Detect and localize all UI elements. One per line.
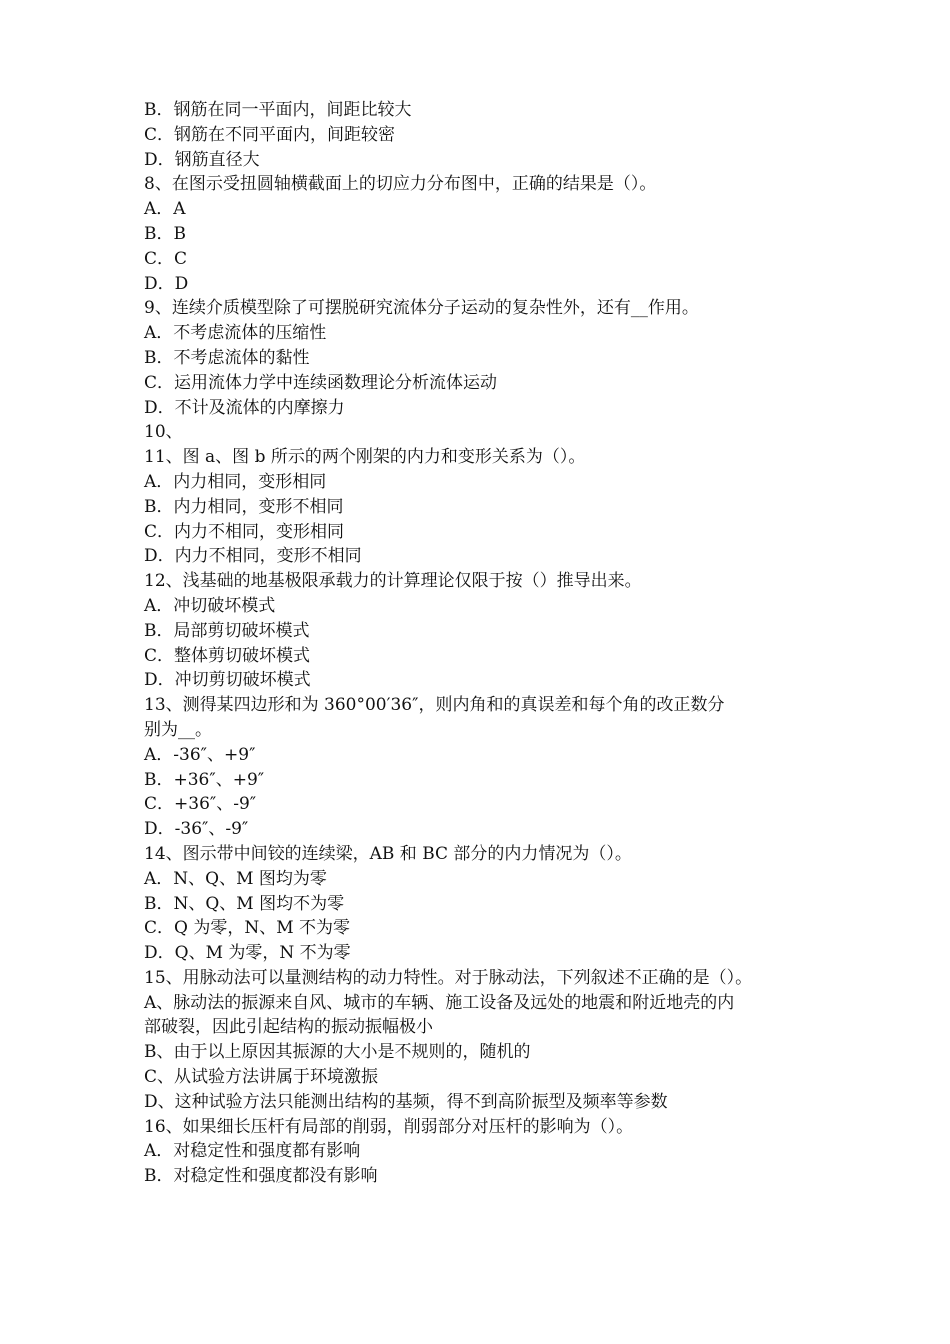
option-line: A．对稳定性和强度都有影响 <box>144 1141 361 1162</box>
option-line: D、这种试验方法只能测出结构的基频，得不到高阶振型及频率等参数 <box>144 1091 668 1112</box>
option-line: C．钢筋在不同平面内，间距较密 <box>144 124 396 145</box>
option-line-continued: 部破裂，因此引起结构的振动振幅极小 <box>144 1017 433 1038</box>
question-14: 14、图示带中间铰的连续梁，AB 和 BC 部分的内力情况为（）。 <box>144 843 632 864</box>
option-line: A、脉动法的振源来自风、城市的车辆、施工设备及远处的地震和附近地壳的内 <box>144 992 735 1013</box>
question-9: 9、连续介质模型除了可摆脱研究流体分子运动的复杂性外，还有__作用。 <box>144 298 699 319</box>
option-line: B．B <box>144 223 186 244</box>
option-line: C．C <box>144 248 188 269</box>
question-15: 15、用脉动法可以量测结构的动力特性。对于脉动法，下列叙述不正确的是（）。 <box>144 967 753 988</box>
option-line: B．+36″、+9″ <box>144 769 265 790</box>
option-line: D．-36″、-9″ <box>144 819 249 840</box>
question-11: 11、图 a、图 b 所示的两个刚架的内力和变形关系为（）。 <box>144 447 586 468</box>
option-line: A．-36″、+9″ <box>144 744 256 765</box>
option-line: D．内力不相同，变形不相同 <box>144 546 362 567</box>
option-line: C．+36″、-9″ <box>144 794 257 815</box>
option-line: D．D <box>144 273 189 294</box>
option-line: B．钢筋在同一平面内，间距比较大 <box>144 100 412 120</box>
option-line: B、由于以上原因其振源的大小是不规则的，随机的 <box>144 1042 531 1063</box>
question-13-continued: 别为__。 <box>144 719 212 740</box>
option-line: D．冲切剪切破坏模式 <box>144 670 311 691</box>
option-line: C．运用流体力学中连续函数理论分析流体运动 <box>144 372 498 393</box>
option-line: D．Q、M 为零，N 不为零 <box>144 943 351 964</box>
option-line: B．对稳定性和强度都没有影响 <box>144 1166 378 1187</box>
option-line: C．Q 为零，N、M 不为零 <box>144 918 351 939</box>
option-line: A．不考虑流体的压缩性 <box>144 323 327 344</box>
document-text-body <box>144 98 814 1189</box>
option-line: B．N、Q、M 图均不为零 <box>144 893 345 914</box>
option-line: C、从试验方法讲属于环境激振 <box>144 1067 379 1088</box>
question-10: 10、 <box>144 422 183 443</box>
option-line: A．内力相同，变形相同 <box>144 471 327 492</box>
option-line: D．不计及流体的内摩擦力 <box>144 397 345 418</box>
question-16: 16、如果细长压杆有局部的削弱，削弱部分对压杆的影响为（）。 <box>144 1116 634 1137</box>
option-line: C．整体剪切破坏模式 <box>144 645 311 666</box>
option-line: B．不考虑流体的黏性 <box>144 347 310 368</box>
option-line: D．钢筋直径大 <box>144 149 260 170</box>
option-line: B．局部剪切破坏模式 <box>144 620 310 641</box>
option-line: B．内力相同，变形不相同 <box>144 496 344 517</box>
option-line: C．内力不相同，变形相同 <box>144 521 345 542</box>
question-8: 8、在图示受扭圆轴横截面上的切应力分布图中，正确的结果是（）。 <box>144 174 657 195</box>
option-line: A．A <box>144 199 186 220</box>
option-line: A．N、Q、M 图均为零 <box>144 868 327 889</box>
question-13: 13、测得某四边形和为 360°00′36″，则内角和的真误差和每个角的改正数分 <box>144 695 725 716</box>
option-line: A．冲切破坏模式 <box>144 595 276 616</box>
question-12: 12、浅基础的地基极限承载力的计算理论仅限于按（）推导出来。 <box>144 571 642 592</box>
